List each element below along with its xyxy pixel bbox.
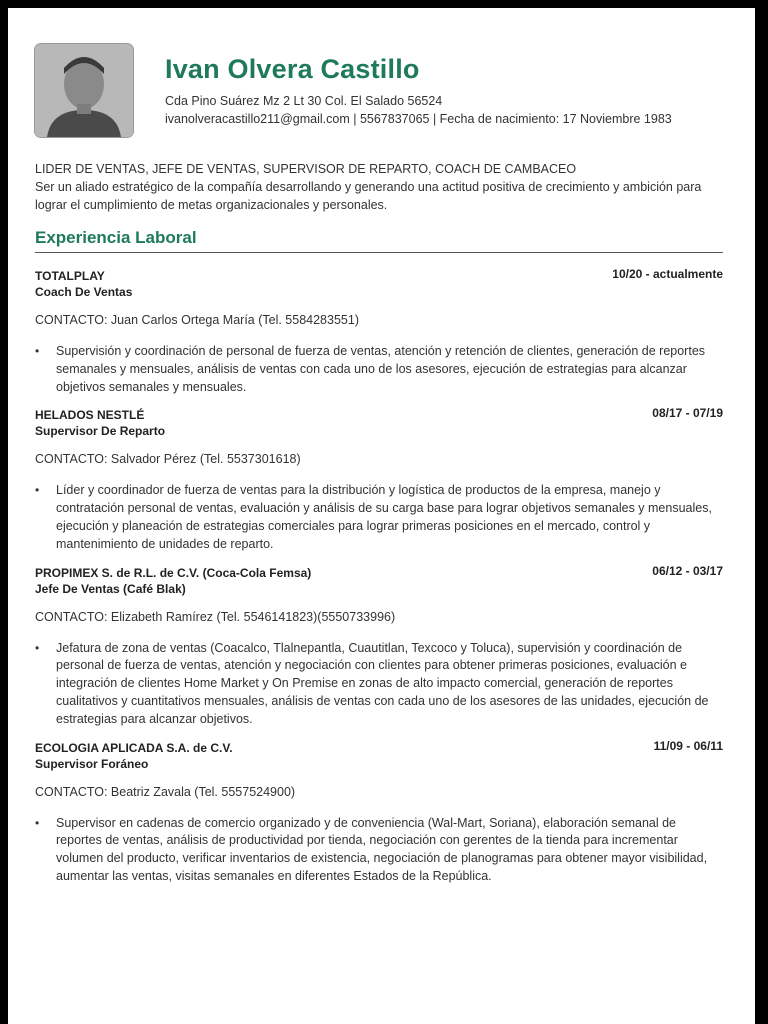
bullet-icon: •	[35, 483, 40, 498]
job-description-text: Supervisor en cadenas de comercio organizado y de conveniencia (Wal-Mart, Soriana), elaboración semanal de reportes de ventas, análisis de productividad por tienda, negociación con gerentes de la tienda para incrementar volumen del producto, verificar inventarios de existencia, negociación de planogramas para obtener mayor visibilidad, aumentar las ventas, visitas semanales en diferentes Estados de la República.	[56, 815, 708, 883]
job-entry	[35, 406, 723, 553]
job-dates: 06/12 - 03/17	[652, 563, 723, 578]
job-description-text: Supervisión y coordinación de personal de fuerza de ventas, atención y retención de clientes, generación de reportes semanales y mensuales, análisis de ventas con cada uno de los asesores, ejecución de estrategias para alcanzar objetivos semanales y mensuales.	[56, 344, 706, 394]
candidate-contact-line: ivanolveracastillo211@gmail.com | 5567837065 | Fecha de nacimiento: 17 Noviembre 1983	[165, 112, 672, 126]
candidate-name: Ivan Olvera Castillo	[165, 54, 420, 84]
job-entry	[35, 564, 723, 729]
job-dates: 11/09 - 06/11	[653, 738, 723, 753]
job-description	[35, 815, 723, 886]
job-company: TOTALPLAY	[35, 269, 105, 283]
profile-summary	[35, 160, 725, 214]
summary-text: Ser un aliado estratégico de la compañía desarrollando y generando una actitud positiva de crecimiento y ambición para lograr el cumplimiento de metas organizacionales y personales.	[35, 180, 702, 212]
resume-header	[35, 44, 745, 144]
bullet-icon: •	[35, 640, 40, 655]
job-entry	[35, 739, 723, 886]
job-entry	[35, 267, 723, 396]
bullet-icon: •	[35, 815, 40, 830]
job-contact: CONTACTO: Beatriz Zavala (Tel. 5557524900)	[35, 784, 296, 799]
profile-portrait	[35, 44, 133, 137]
job-company: ECOLOGIA APLICADA S.A. de C.V.	[35, 740, 233, 755]
job-company: PROPIMEX S. de R.L. de C.V. (Coca-Cola Femsa)	[35, 565, 312, 580]
candidate-address: Cda Pino Suárez Mz 2 Lt 30 Col. El Salado 56524	[165, 94, 443, 108]
job-company: HELADOS NESTLÉ	[35, 408, 145, 423]
job-description	[35, 343, 723, 396]
job-contact: CONTACTO: Juan Carlos Ortega María (Tel. 5584283551)	[35, 313, 359, 327]
section-title-experience: Experiencia Laboral	[35, 228, 723, 253]
job-description	[35, 640, 723, 729]
job-description-text: Líder y coordinador de fuerza de ventas para la distribución y logística de productos de la empresa, manejo y contratación personal de ventas, evaluación y análisis de su carga base para lograr objetivos semanales y mensuales, ejecución y planeación de estrategias comerciales para lograr primeras posiciones en el mercado, control y mantenimiento de unidades de reparto.	[56, 483, 712, 551]
job-contact: CONTACTO: Elizabeth Ramírez (Tel. 5546141823)(5550733996)	[35, 609, 396, 624]
job-dates: 10/20 - actualmente	[612, 267, 723, 281]
job-role: Supervisor De Reparto	[35, 424, 166, 439]
profile-photo	[35, 44, 133, 137]
job-role: Coach De Ventas	[35, 285, 133, 299]
job-role: Supervisor Foráneo	[35, 756, 149, 771]
job-dates: 08/17 - 07/19	[652, 406, 723, 421]
resume-page	[8, 8, 755, 1024]
job-description-text: Jefatura de zona de ventas (Coacalco, Tlalnepantla, Cuautitlan, Texcoco y Toluca), supervisión y coordinación de personal de fuerza de ventas, atención y negociación con clientes para obtener primeras posiciones, evaluación e integración de clientes Home Market y On Premise en zonas de alto impacto comercial, generación de reportes cualitativos y cuantitativos mensuales, análisis de ventas con cada uno de los asesores de las unidades, ejecución de estrategias para alcanzar objetivos.	[56, 640, 709, 726]
job-role: Jefe De Ventas (Café Blak)	[35, 581, 186, 596]
job-description	[35, 482, 723, 553]
bullet-icon: •	[35, 344, 40, 358]
experience-list	[35, 267, 723, 896]
job-contact: CONTACTO: Salvador Pérez (Tel. 5537301618)	[35, 452, 301, 467]
summary-titles: LIDER DE VENTAS, JEFE DE VENTAS, SUPERVISOR DE REPARTO, COACH DE CAMBACEO	[35, 162, 577, 176]
